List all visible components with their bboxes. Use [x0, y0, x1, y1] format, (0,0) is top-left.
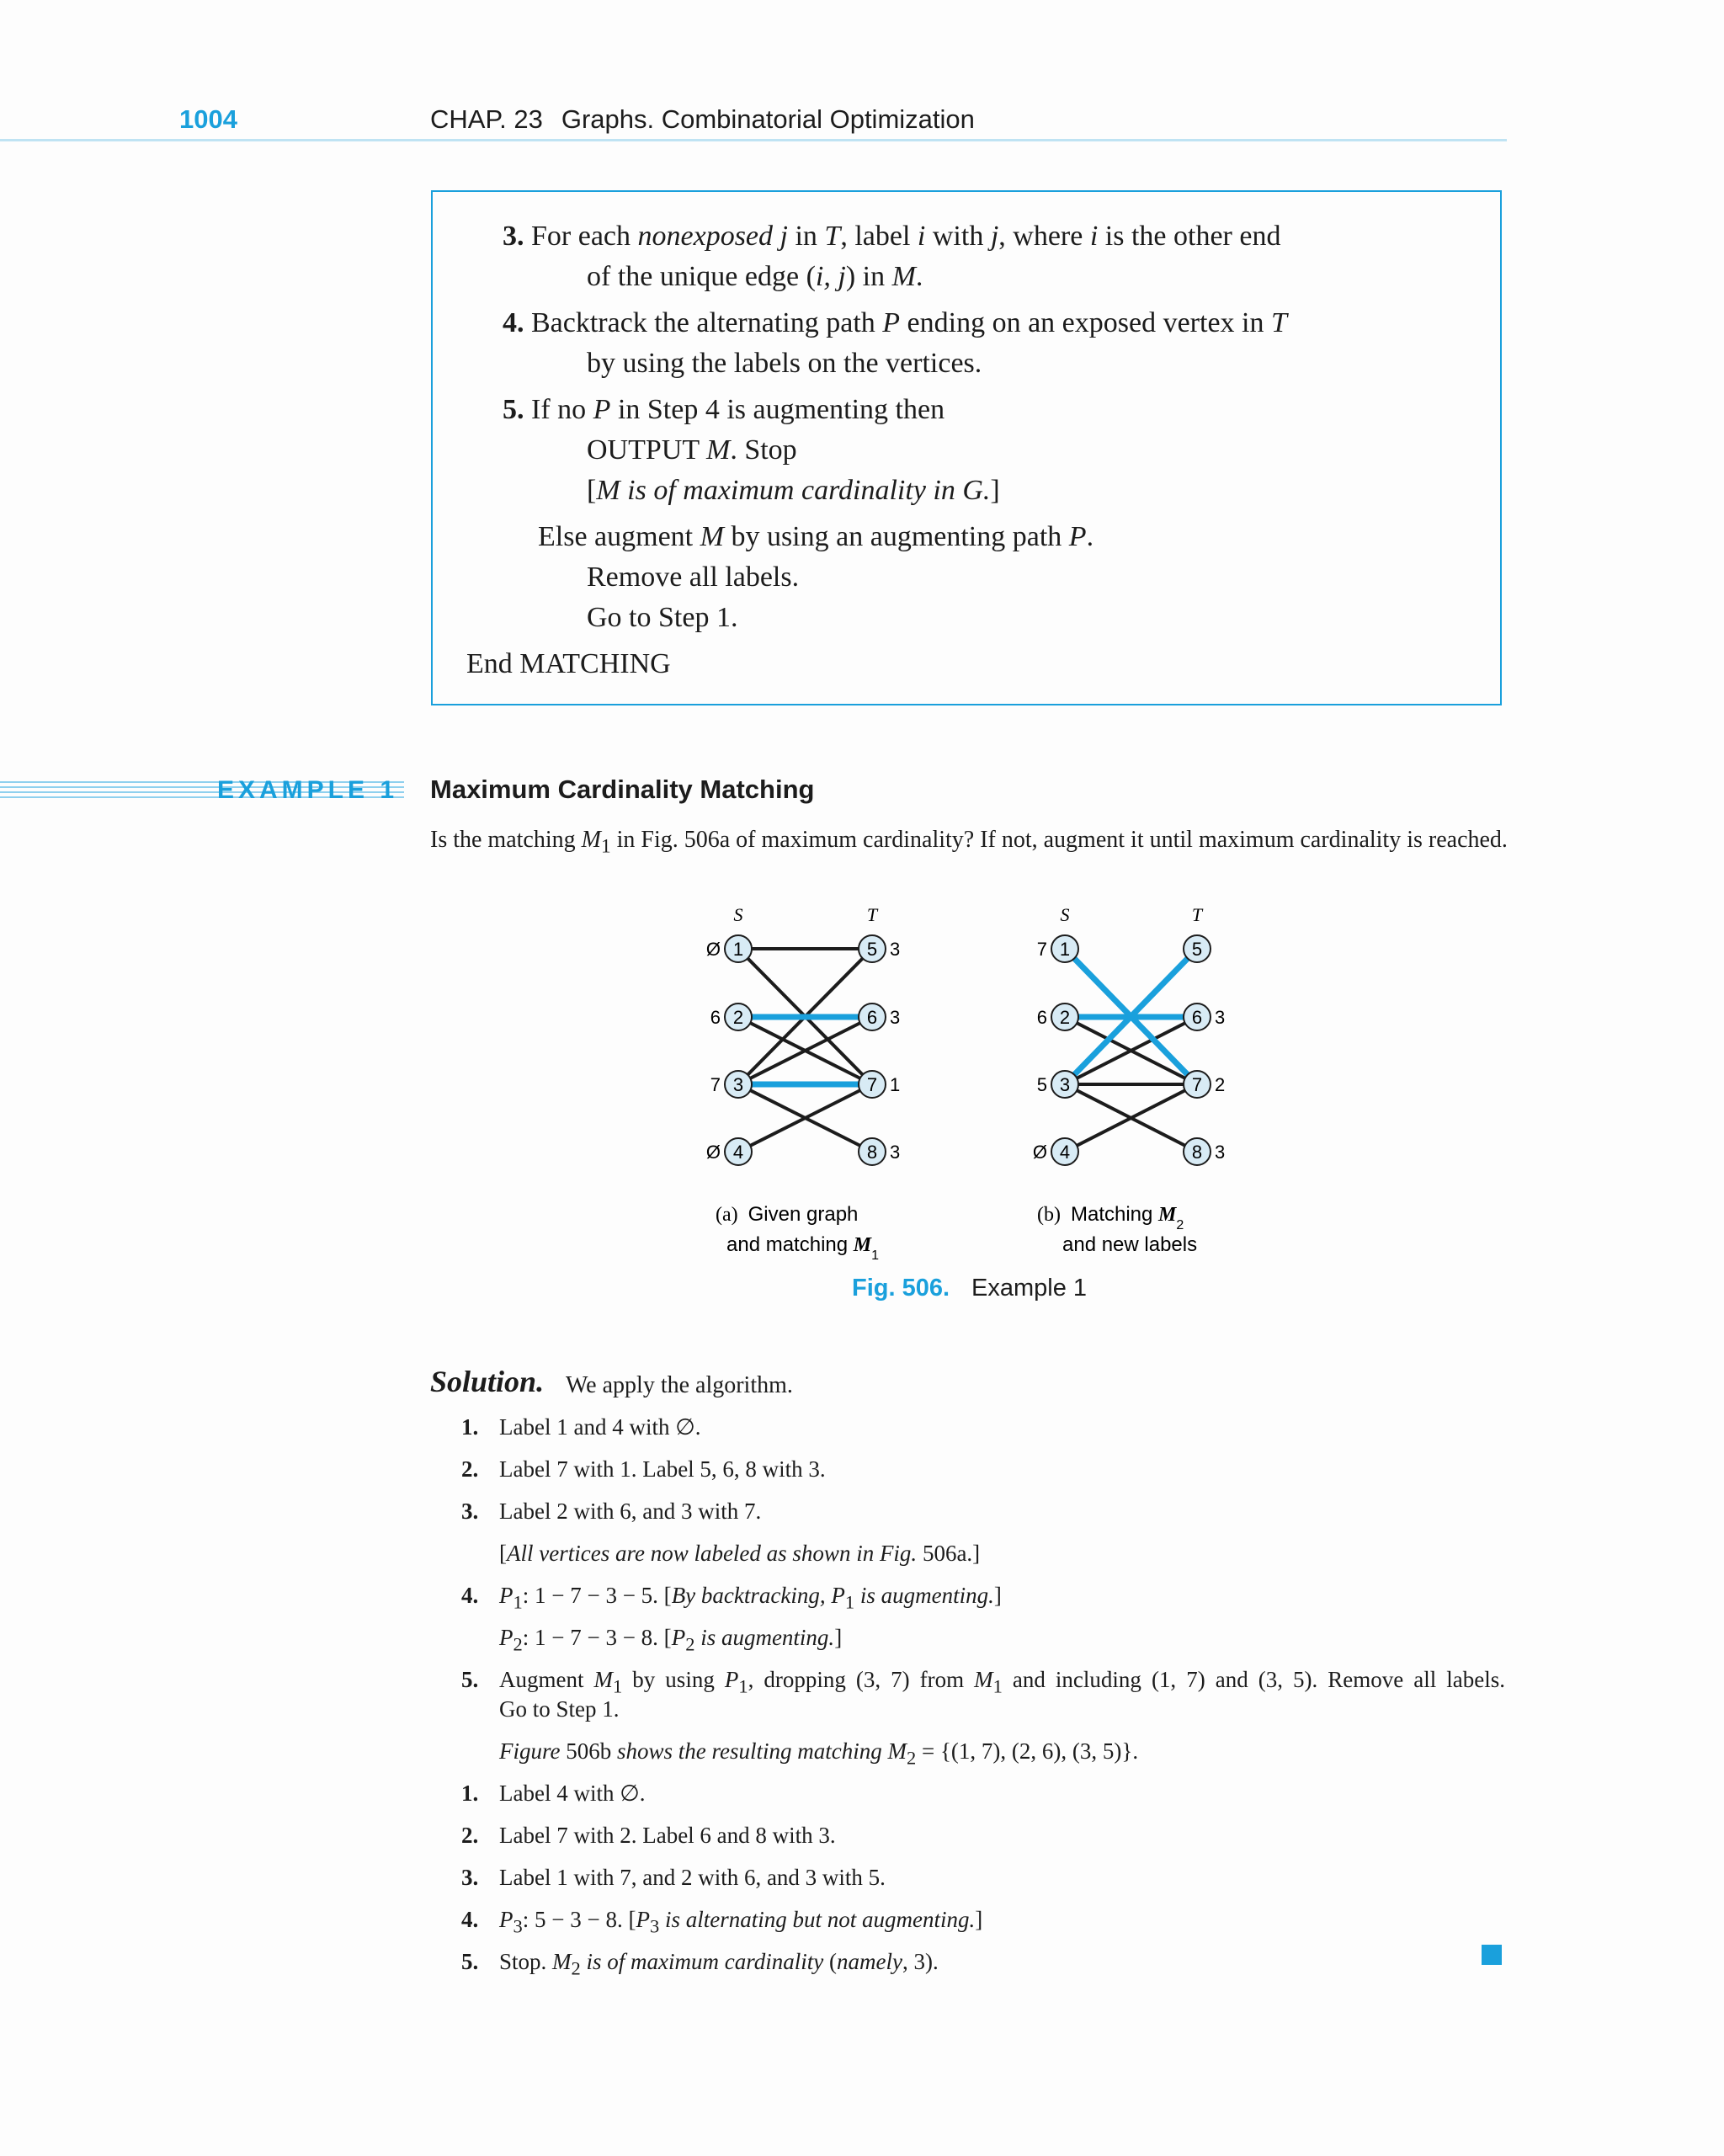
text: 2 — [906, 1747, 917, 1769]
text: 3 — [513, 1915, 523, 1937]
panel-a-vertex-number-8: 8 — [866, 1142, 878, 1163]
text: [ — [499, 1541, 507, 1566]
text: , label — [840, 221, 918, 252]
text: 1 — [600, 835, 611, 858]
solution-second-step-1-text: Label 4 with ∅. — [499, 1781, 646, 1806]
graph-panel-a — [706, 904, 900, 1165]
end-of-example-mark — [1482, 1945, 1502, 1965]
panel-b-vertex-3 — [1037, 1071, 1078, 1098]
text: : 1 − 7 − 3 − 5. [ — [522, 1583, 672, 1608]
solution-second-step-5-text — [499, 1949, 939, 1979]
panel-b-vertex-label-2: 6 — [1036, 1007, 1047, 1028]
text: [ — [587, 475, 597, 506]
panel-a-vertex-label-6: 3 — [890, 1007, 901, 1028]
panel-a-vertex-number-4: 4 — [732, 1142, 744, 1163]
algorithm-step-3 — [503, 221, 1280, 253]
chapter-number: CHAP. 23 — [430, 104, 543, 134]
solution-step-4 — [461, 1583, 478, 1609]
text: in Step 4 is augmenting then — [610, 394, 945, 425]
panel-b-vertex-8 — [1184, 1138, 1225, 1165]
text: For each — [531, 221, 638, 252]
algorithm-box — [431, 190, 1502, 705]
algorithm-remove-labels: Remove all labels. — [587, 562, 800, 593]
text: , 3). — [902, 1949, 939, 1974]
text: M — [853, 1234, 872, 1256]
text: in — [787, 221, 825, 252]
step-number: 3. — [461, 1865, 479, 1890]
text: . — [915, 261, 923, 292]
text: 1 — [513, 1591, 523, 1613]
text: = {(1, 7), (2, 6), (3, 5)}. — [916, 1738, 1139, 1764]
text: . Stop — [730, 434, 797, 466]
text: ending on an exposed vertex in — [900, 307, 1271, 338]
text: M is of maximum cardinality in G. — [596, 475, 991, 506]
text: OUTPUT — [587, 434, 706, 466]
step-number: 5. — [461, 1667, 479, 1692]
text: by using an augmenting path — [723, 521, 1069, 552]
solution-second-step-2 — [461, 1823, 478, 1849]
panel-a-vertex-number-2: 2 — [732, 1007, 744, 1028]
solution-step-3-text: Label 2 with 6, and 3 with 7. — [499, 1499, 762, 1524]
solution-second-step-3-text: Label 1 with 7, and 2 with 6, and 3 with 5. — [499, 1865, 886, 1890]
panel-a-vertex-8 — [859, 1138, 900, 1165]
panel-b-set-s-label: S — [1060, 904, 1070, 925]
panel-a-vertex-3 — [710, 1071, 752, 1098]
chapter-title: Graphs. Combinatorial Optimization — [561, 104, 975, 134]
panel-b-vertex-label-8: 3 — [1215, 1142, 1226, 1163]
text: All vertices are now labeled as shown in Fig. — [507, 1541, 918, 1566]
solution-second-step-5 — [461, 1949, 478, 1975]
panel-a-vertex-number-1: 1 — [732, 939, 744, 960]
panel-b-vertex-label-4: Ø — [1032, 1142, 1047, 1163]
text: j — [990, 221, 999, 252]
text: of the unique edge ( — [587, 261, 816, 292]
text: 1 — [871, 1248, 880, 1263]
step-number: 5. — [503, 394, 524, 425]
solution-step-2 — [461, 1456, 478, 1483]
solution-result — [499, 1738, 1138, 1769]
example-title: Maximum Cardinality Matching — [430, 775, 815, 804]
text: P — [882, 307, 901, 338]
text: : 1 − 7 − 3 − 8. [ — [522, 1625, 672, 1650]
text: 2 — [571, 1957, 581, 1979]
text: M — [552, 1949, 572, 1974]
text: 3 — [649, 1915, 660, 1937]
step-number: 3. — [461, 1499, 479, 1524]
text: M — [706, 434, 731, 466]
solution-second-step-1 — [461, 1781, 478, 1807]
solution-note — [499, 1541, 980, 1567]
text: i, j — [815, 261, 846, 292]
algorithm-goto: Go to Step 1. — [587, 602, 738, 633]
text: namely — [837, 1949, 902, 1974]
algorithm-output — [587, 434, 797, 466]
panel-b-vertex-5 — [1184, 935, 1211, 962]
panel-a-vertex-label-3: 7 — [710, 1074, 721, 1095]
text: 506a.] — [917, 1541, 981, 1566]
figure-number: Fig. 506. — [852, 1275, 950, 1302]
panel-a-vertex-label-2: 6 — [710, 1007, 721, 1028]
text: is the other end — [1098, 221, 1281, 252]
text: 2 — [1176, 1218, 1184, 1232]
text: is augmenting. — [694, 1625, 835, 1650]
text: 2 — [513, 1633, 523, 1655]
text: Matching — [1070, 1203, 1159, 1226]
solution-second-step-2-text: Label 7 with 2. Label 6 and 8 with 3. — [499, 1823, 836, 1848]
caption-a-line-1 — [716, 1203, 858, 1226]
step-number: 4. — [503, 307, 524, 338]
text: with — [925, 221, 991, 252]
panel-b-vertex-number-7: 7 — [1191, 1074, 1203, 1095]
text: M — [974, 1667, 993, 1692]
text: Stop. — [499, 1949, 553, 1974]
text: P — [499, 1907, 513, 1932]
text: , where — [998, 221, 1090, 252]
path-p1 — [499, 1583, 1002, 1613]
text: Is the matching — [430, 827, 582, 853]
text: Augment — [499, 1667, 594, 1692]
panel-a-vertex-number-6: 6 — [866, 1007, 878, 1028]
panel-a-vertex-label-4: Ø — [705, 1142, 721, 1163]
caption-b-line-1 — [1037, 1203, 1184, 1232]
text: ] — [990, 475, 1000, 506]
solution-step-3 — [461, 1499, 478, 1525]
text: Figure — [499, 1738, 561, 1764]
solution-step-1-text: Label 1 and 4 with ∅. — [499, 1414, 701, 1440]
panel-a-vertex-label-8: 3 — [890, 1142, 901, 1163]
text: P — [499, 1625, 513, 1650]
text: shows the resulting matching M — [616, 1738, 907, 1764]
example-label: EXAMPLE 1 — [217, 776, 399, 804]
panel-b-vertex-label-3: 5 — [1036, 1074, 1047, 1095]
text: . — [1086, 521, 1094, 552]
text: is alternating but not augmenting. — [659, 1907, 976, 1932]
path-p2 — [499, 1625, 842, 1655]
panel-b-vertex-number-4: 4 — [1059, 1142, 1071, 1163]
text: P — [1068, 521, 1087, 552]
text: : 5 − 3 − 8. [ — [522, 1907, 636, 1932]
step-number: 5. — [461, 1949, 479, 1974]
header-rule — [0, 139, 1507, 141]
panel-a-vertex-1 — [706, 935, 752, 962]
panel-a-vertex-4 — [706, 1138, 752, 1165]
panel-b-vertex-6 — [1184, 1003, 1225, 1030]
text: ] — [834, 1625, 843, 1650]
text: nonexposed j — [637, 221, 788, 252]
text: P — [724, 1667, 739, 1692]
algorithm-step-4-continued: by using the labels on the vertices. — [587, 348, 982, 379]
text: and matching — [726, 1233, 854, 1256]
caption-a-line-2 — [726, 1233, 879, 1263]
text: M — [700, 521, 724, 552]
panel-a-set-t-label: T — [866, 904, 878, 925]
text: M — [1158, 1204, 1177, 1226]
algorithm-step-3-continued — [587, 261, 923, 293]
text: 1 — [844, 1591, 855, 1613]
solution-second-step-4 — [461, 1907, 478, 1933]
text: ] — [975, 1907, 983, 1932]
solution-intro: We apply the algorithm. — [566, 1372, 793, 1398]
panel-a-vertex-6 — [859, 1003, 900, 1030]
figure-title: Example 1 — [971, 1275, 1088, 1302]
text: M — [891, 261, 916, 292]
text: in Fig. 506a of maximum cardinality? If not, augment it until maximum cardinality is reached. — [610, 827, 1508, 853]
panel-b-vertex-label-6: 3 — [1215, 1007, 1226, 1028]
text: (a) — [716, 1204, 738, 1226]
panel-b-vertex-1 — [1037, 935, 1078, 962]
path-p3 — [499, 1907, 982, 1937]
text: Else augment — [538, 521, 700, 552]
panel-a-vertex-label-1: Ø — [705, 939, 721, 960]
text: 2 — [685, 1633, 695, 1655]
panel-b-vertex-2 — [1037, 1003, 1078, 1030]
text: P — [499, 1583, 513, 1608]
step-number: 1. — [461, 1414, 479, 1440]
text: 1 — [738, 1675, 748, 1697]
graph-panel-b — [1033, 904, 1225, 1165]
panel-a-vertex-7 — [859, 1071, 900, 1098]
panel-b-vertex-number-1: 1 — [1059, 939, 1071, 960]
text: is augmenting. — [854, 1583, 994, 1608]
solution-heading: Solution. — [430, 1365, 545, 1398]
running-head — [430, 104, 975, 135]
caption-b-line-2: and new labels — [1062, 1233, 1198, 1256]
panel-a-vertex-5 — [859, 935, 900, 962]
example-question — [430, 827, 1508, 859]
panel-a-vertex-number-7: 7 — [866, 1074, 878, 1095]
solution-step-5-continued: Go to Step 1. — [499, 1696, 620, 1722]
panel-b-set-t-label: T — [1191, 904, 1203, 925]
panel-b-vertex-number-6: 6 — [1191, 1007, 1203, 1028]
panel-b-vertex-label-7: 2 — [1215, 1074, 1226, 1095]
text: P — [636, 1907, 650, 1932]
text: P — [671, 1625, 686, 1650]
panel-b-vertex-number-3: 3 — [1059, 1074, 1071, 1095]
solution-second-step-3 — [461, 1865, 478, 1891]
panel-a-vertex-2 — [710, 1003, 752, 1030]
figure-506 — [673, 904, 1280, 1280]
algorithm-step-5 — [503, 394, 944, 426]
step-number: 4. — [461, 1907, 479, 1932]
solution-step-5-text — [499, 1667, 1505, 1697]
panel-a-vertex-label-5: 3 — [890, 939, 901, 960]
text: T — [824, 221, 841, 252]
panel-b-vertex-4 — [1033, 1138, 1078, 1165]
text: By backtracking, P — [671, 1583, 845, 1608]
text: ( — [823, 1949, 838, 1974]
text: 1 — [613, 1675, 623, 1697]
text: 506b — [560, 1738, 617, 1764]
text: by using — [622, 1667, 725, 1692]
panel-b-vertex-number-8: 8 — [1191, 1142, 1203, 1163]
algorithm-end: End MATCHING — [466, 648, 671, 679]
text: M — [593, 1667, 614, 1692]
step-number: 2. — [461, 1456, 479, 1482]
solution-step-5 — [461, 1667, 478, 1693]
panel-b-vertex-7 — [1184, 1071, 1225, 1098]
text: i — [1089, 221, 1099, 252]
panel-b-vertex-number-5: 5 — [1191, 939, 1203, 960]
text: i — [917, 221, 926, 252]
algorithm-step-4 — [503, 307, 1287, 339]
panel-a-vertex-number-5: 5 — [866, 939, 878, 960]
panel-a-vertex-number-3: 3 — [732, 1074, 744, 1095]
step-number: 3. — [503, 221, 524, 252]
text: M — [581, 827, 601, 853]
figure-caption — [852, 1275, 1087, 1302]
page-number: 1004 — [179, 104, 237, 134]
text: (b) — [1037, 1204, 1061, 1226]
panel-a-vertex-label-7: 1 — [890, 1074, 901, 1095]
text: T — [1270, 307, 1287, 338]
step-number: 4. — [461, 1583, 479, 1608]
text: ] — [993, 1583, 1002, 1608]
panel-b-vertex-label-1: 7 — [1036, 939, 1047, 960]
text: is of maximum cardinality — [580, 1949, 824, 1974]
step-number: 1. — [461, 1781, 479, 1806]
algorithm-note — [587, 475, 1000, 507]
solution-step-2-text: Label 7 with 1. Label 5, 6, 8 with 3. — [499, 1456, 826, 1482]
solution-step-1 — [461, 1414, 478, 1440]
text: P — [593, 394, 611, 425]
panel-b-vertex-number-2: 2 — [1059, 1007, 1071, 1028]
text: Given graph — [748, 1203, 859, 1226]
text: Backtrack the alternating path — [531, 307, 883, 338]
text: If no — [531, 394, 593, 425]
text: , dropping (3, 7) from — [748, 1667, 975, 1692]
panel-a-set-s-label: S — [733, 904, 743, 925]
algorithm-else — [538, 521, 1093, 553]
text: and including (1, 7) and (3, 5). Remove all labels. — [1002, 1667, 1505, 1692]
text: ) in — [845, 261, 892, 292]
step-number: 2. — [461, 1823, 479, 1848]
text: 1 — [992, 1675, 1003, 1697]
